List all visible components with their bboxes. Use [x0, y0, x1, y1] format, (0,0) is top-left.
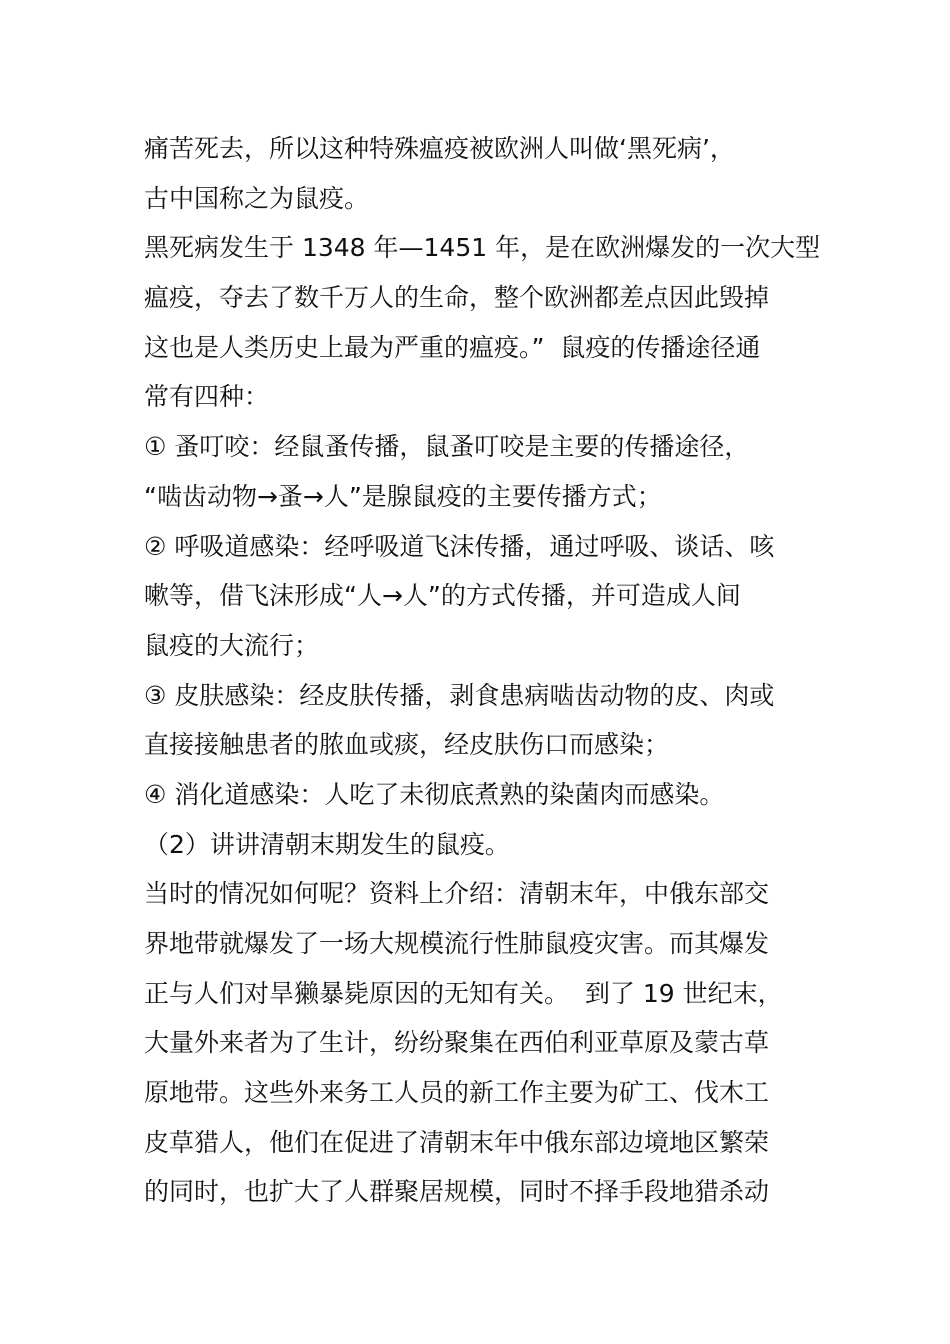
text-line: 正与人们对旱獭暴毙原因的无知有关。 到了 19 世纪末，: [144, 978, 783, 1008]
text-line: 古中国称之为鼠疫。: [144, 183, 370, 213]
text-line: “啮齿动物→蚤→人”是腺鼠疫的主要传播方式；: [144, 481, 662, 511]
body-text: [144, 124, 821, 1217]
text-line: ① 蚤叮咬：经鼠蚤传播，鼠蚤叮咬是主要的传播途径，: [144, 432, 750, 462]
text-line: 当时的情况如何呢？资料上介绍：清朝末年，中俄东部交: [144, 879, 770, 909]
text-line: 皮草猎人，他们在促进了清朝末年中俄东部边境地区繁荣: [144, 1127, 770, 1157]
text-line: ③ 皮肤感染：经皮肤传播，剥食患病啮齿动物的皮、肉或: [144, 680, 775, 710]
text-line: 的同时，也扩大了人群聚居规模，同时不择手段地猎杀动: [144, 1177, 770, 1207]
text-line: （2）讲讲清朝末期发生的鼠疫。: [144, 829, 510, 859]
text-line: 界地带就爆发了一场大规模流行性肺鼠疫灾害。而其爆发: [144, 929, 770, 958]
text-line: 直接接触患者的脓血或痰，经皮肤伤口而感染；: [144, 730, 670, 760]
text-line: 瘟疫，夺去了数千万人的生命，整个欧洲都差点因此毁掉: [144, 283, 770, 313]
text-line: 这也是人类历史上最为严重的瘟疫。” 鼠疫的传播途径通: [144, 332, 761, 362]
text-line: 黑死病发生于 1348 年—1451 年，是在欧洲爆发的一次大型: [144, 233, 821, 263]
text-line: ② 呼吸道感染：经呼吸道飞沫传播，通过呼吸、谈话、咳: [144, 531, 775, 561]
text-line: 痛苦死去，所以这种特殊瘟疫被欧洲人叫做‘黑死病’，: [144, 134, 735, 163]
text-line: 鼠疫的大流行；: [144, 630, 320, 660]
text-line: 常有四种：: [144, 382, 270, 412]
text-line: 嗽等，借飞沫形成“人→人”的方式传播，并可造成人间: [144, 581, 741, 611]
text-line: ④ 消化道感染：人吃了未彻底煮熟的染菌肉而感染。: [144, 779, 725, 809]
text-line: 大量外来者为了生计，纷纷聚集在西伯利亚草原及蒙古草: [144, 1028, 770, 1058]
text-line: 原地带。这些外来务工人员的新工作主要为矿工、伐木工: [144, 1078, 770, 1108]
